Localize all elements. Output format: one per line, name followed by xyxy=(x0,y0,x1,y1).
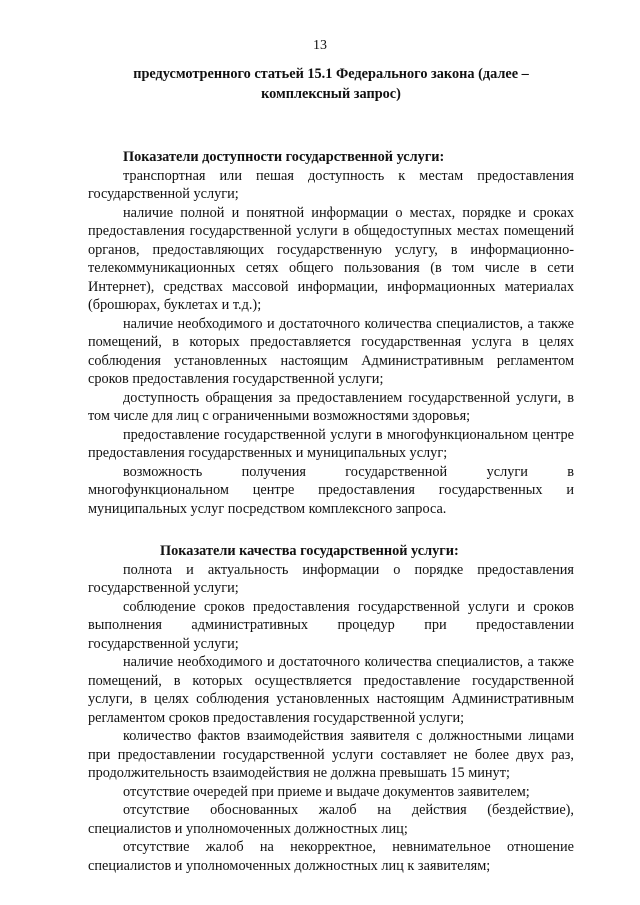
section-heading-availability: Показатели доступности государственной услуги: xyxy=(123,149,445,165)
quality-item: количество фактов взаимодействия заявителя с должностными лицами при предоставлении государственной услуги составляет не более двух раз, продолжительность взаимодействия не должна превышать 15 минут; xyxy=(88,728,574,781)
document-body xyxy=(88,64,574,875)
intro-heading: предусмотренного статьей 15.1 Федерального закона (далее – комплексный запрос) xyxy=(133,66,529,102)
quality-item: полнота и актуальность информации о порядке предоставления государственной услуги; xyxy=(88,561,574,596)
section-heading-quality: Показатели качества государственной услуги: xyxy=(160,543,459,559)
availability-item: наличие полной и понятной информации о местах, порядке и сроках предоставления государственной услуги в общедоступных местах помещений органов, предоставляющих государственную услугу, в информационно-телекоммуникационных сетях общего пользования (в том числе в сети Интернет), средствах массовой информации, информационных материалах (брошюрах, буклетах и т.д.); xyxy=(88,204,574,313)
quality-item: отсутствие обоснованных жалоб на действия (бездействие), специалистов и уполномоченных должностных лиц; xyxy=(88,802,574,837)
quality-item: отсутствие очередей при приеме и выдаче документов заявителем; xyxy=(123,783,530,800)
quality-item: отсутствие жалоб на некорректное, невнимательное отношение специалистов и уполномоченных должностных лиц к заявителям; xyxy=(88,839,574,874)
availability-item: возможность получения государственной услуги в многофункциональном центре предоставления государственных и муниципальных услуг посредством комплексного запроса. xyxy=(88,463,574,517)
page-number: 13 xyxy=(313,38,327,53)
availability-item: наличие необходимого и достаточного количества специалистов, а также помещений, в которых предоставляется государственная услуга в целях соблюдения установленных настоящим Административным регламентом сроков предоставления государственной услуги; xyxy=(88,315,574,387)
availability-item: транспортная или пешая доступность к местам предоставления государственной услуги; xyxy=(88,167,574,202)
quality-item: соблюдение сроков предоставления государственной услуги и сроков выполнения административных процедур при предоставлении государственной услуги; xyxy=(88,598,574,652)
availability-item: предоставление государственной услуги в многофункциональном центре предоставления государственных и муниципальных услуг; xyxy=(88,426,574,461)
quality-item: наличие необходимого и достаточного количества специалистов, а также помещений, в которых осуществляется предоставление государственной услуги, в целях соблюдения установленных настоящим Административным регламентом сроков предоставления государственной услуги; xyxy=(88,654,574,726)
availability-item: доступность обращения за предоставлением государственной услуги, в том числе для лиц с ограниченными возможностями здоровья; xyxy=(88,389,574,424)
